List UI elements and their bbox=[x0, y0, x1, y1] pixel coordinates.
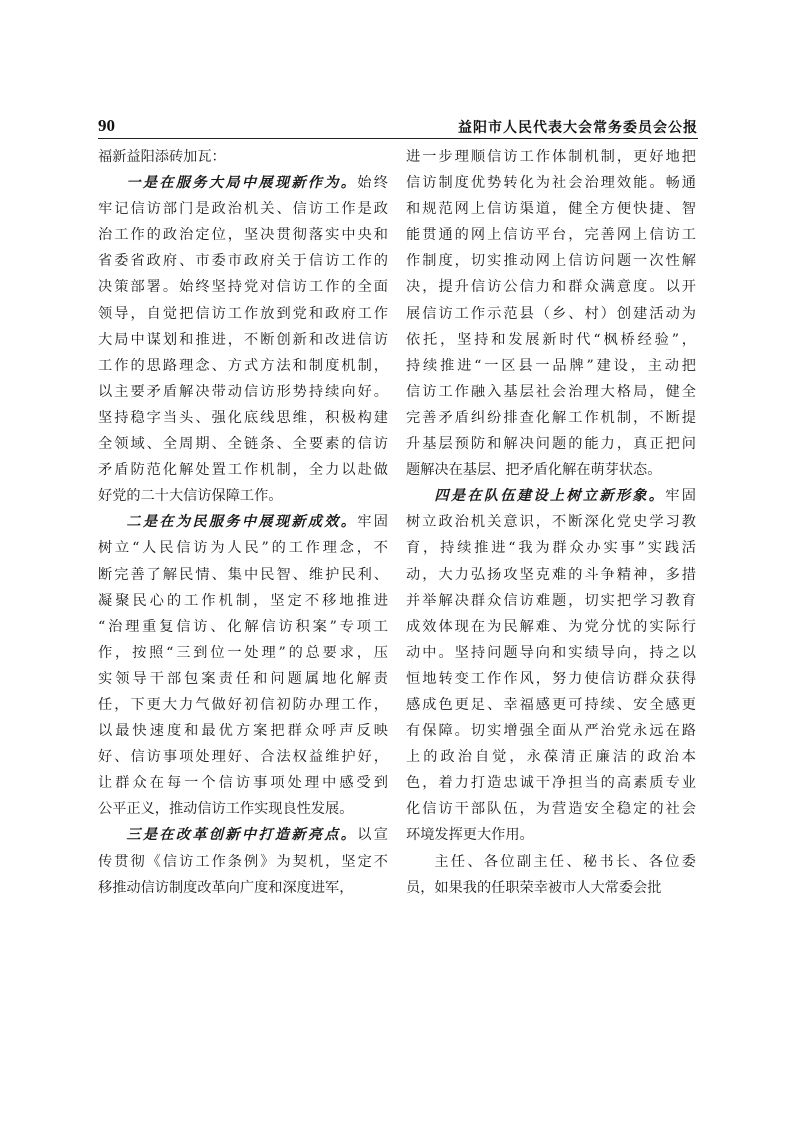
line-text: 实领导干部包案责任和问题属地化解责 bbox=[98, 670, 388, 687]
text-line bbox=[98, 274, 388, 300]
text-line bbox=[98, 379, 388, 405]
line-text: 以主要矛盾解决带动信访形势持续向好。 bbox=[98, 383, 388, 400]
line-text: 动，大力弘扬攻坚克难的斗争精神，多措 bbox=[406, 566, 696, 583]
text-line bbox=[406, 196, 696, 222]
text-line bbox=[98, 457, 388, 483]
paragraph-lead: 四是在队伍建设上树立新形象。 bbox=[434, 488, 666, 505]
text-line bbox=[406, 405, 696, 431]
line-text: 全领域、全周期、全链条、全要素的信访 bbox=[98, 436, 388, 453]
line-text: 完善矛盾纠纷排查化解工作机制，不断提 bbox=[406, 409, 696, 426]
text-line bbox=[406, 796, 696, 822]
line-text: 主任、各位副主任、秘书长、各位委 bbox=[434, 853, 696, 870]
line-text: 展信访工作示范县（乡、村）创建活动为 bbox=[406, 305, 696, 322]
text-line bbox=[98, 144, 388, 170]
text-line bbox=[98, 196, 388, 222]
text-line bbox=[98, 796, 388, 822]
text-line bbox=[98, 614, 388, 640]
text-line bbox=[98, 588, 388, 614]
text-line bbox=[98, 327, 388, 353]
line-text: 牢固 bbox=[665, 488, 696, 505]
line-text: 上的政治自觉，永葆清正廉洁的政治本 bbox=[406, 749, 696, 766]
paragraph-lead: 三是在改革创新中打造新亮点。 bbox=[126, 827, 358, 844]
text-line bbox=[406, 483, 696, 509]
line-text: 育，持续推进“我为群众办实事”实践活 bbox=[406, 540, 696, 557]
line-text: 坚持稳字当头、强化底线思维，积极构建 bbox=[98, 409, 388, 426]
text-line bbox=[98, 431, 388, 457]
line-text: 动中。坚持问题导向和实绩导向，持之以 bbox=[406, 644, 696, 661]
line-text: 任，下更大力气做好初信初防办理工作， bbox=[98, 696, 388, 713]
text-line bbox=[406, 222, 696, 248]
line-text: 福新益阳添砖加瓦： bbox=[98, 149, 226, 165]
paragraph bbox=[98, 144, 388, 170]
paragraph-lead: 二是在为民服务中展现新成效。 bbox=[126, 514, 358, 531]
text-line bbox=[98, 875, 388, 901]
text-line bbox=[406, 535, 696, 561]
line-text: 作制度，切实推动网上信访问题一次性解 bbox=[406, 253, 696, 270]
text-line bbox=[98, 535, 388, 561]
text-line bbox=[98, 483, 388, 509]
line-text: 工作的思路理念、方式方法和制度机制， bbox=[98, 357, 388, 374]
text-line bbox=[98, 822, 388, 848]
paragraph bbox=[98, 822, 388, 900]
journal-title: 益阳市人民代表大会常务委员会公报 bbox=[458, 120, 698, 136]
line-text: 恒地转变工作作风，努力使信访群众获得 bbox=[406, 670, 696, 687]
line-text: 信访工作融入基层社会治理大格局，健全 bbox=[406, 383, 696, 400]
text-line bbox=[98, 744, 388, 770]
paragraph bbox=[406, 849, 696, 901]
text-line bbox=[98, 666, 388, 692]
text-line bbox=[98, 692, 388, 718]
line-text: 好、信访事项处理好、合法权益维护好， bbox=[98, 749, 388, 766]
text-line bbox=[406, 301, 696, 327]
line-text: 有保障。切实增强全面从严治党永远在路 bbox=[406, 723, 696, 740]
line-text: 决策部署。始终坚持党对信访工作的全面 bbox=[98, 279, 388, 296]
line-text: 和规范网上信访渠道，健全方便快捷、智 bbox=[406, 201, 696, 218]
text-line bbox=[406, 562, 696, 588]
text-line bbox=[406, 875, 696, 901]
line-text: 进一步理顺信访工作体制机制，更好地把 bbox=[406, 149, 696, 165]
text-line bbox=[98, 353, 388, 379]
text-line bbox=[406, 248, 696, 274]
line-text: 以宣 bbox=[357, 827, 388, 844]
line-text: 感成色更足、幸福感更可持续、安全感更 bbox=[406, 696, 696, 713]
text-line bbox=[406, 170, 696, 196]
text-line bbox=[406, 327, 696, 353]
page-number: 90 bbox=[98, 116, 115, 135]
text-line bbox=[98, 301, 388, 327]
text-line bbox=[406, 666, 696, 692]
text-line bbox=[98, 248, 388, 274]
text-line bbox=[406, 822, 696, 848]
text-line bbox=[98, 849, 388, 875]
text-line bbox=[98, 509, 388, 535]
text-line bbox=[406, 770, 696, 796]
text-line bbox=[98, 770, 388, 796]
line-text: 化信访干部队伍，为营造安全稳定的社会 bbox=[406, 801, 696, 818]
paragraph bbox=[406, 483, 696, 848]
line-text: 升基层预防和解决问题的能力，真正把问 bbox=[406, 436, 696, 453]
text-line bbox=[406, 144, 696, 170]
text-line bbox=[98, 640, 388, 666]
text-line bbox=[406, 457, 696, 483]
line-text: 并举解决群众信访难题，切实把学习教育 bbox=[406, 592, 696, 609]
text-line bbox=[406, 353, 696, 379]
line-text: 作，按照“三到位一处理”的总要求，压 bbox=[98, 644, 388, 661]
line-text: 能贯通的网上信访平台，完善网上信访工 bbox=[406, 227, 696, 244]
text-line bbox=[406, 640, 696, 666]
line-text: 领导，自觉把信访工作放到党和政府工作 bbox=[98, 305, 388, 322]
line-text: 树立“人民信访为人民”的工作理念，不 bbox=[98, 540, 388, 557]
text-line bbox=[98, 222, 388, 248]
paragraph bbox=[98, 509, 388, 822]
text-line bbox=[406, 744, 696, 770]
text-line bbox=[98, 170, 388, 196]
right-text-column bbox=[406, 144, 696, 901]
left-text-column bbox=[98, 144, 388, 901]
line-text: 成效体现在为民解难、为党分忧的实际行 bbox=[406, 618, 696, 635]
text-line bbox=[98, 718, 388, 744]
text-line bbox=[98, 405, 388, 431]
line-text: 持续推进“一区县一品牌”建设，主动把 bbox=[406, 357, 696, 374]
text-line bbox=[406, 509, 696, 535]
paragraph bbox=[98, 170, 388, 509]
line-text: 题解决在基层、把矛盾化解在萌芽状态。 bbox=[406, 462, 662, 479]
line-text: 让群众在每一个信访事项处理中感受到 bbox=[98, 775, 388, 792]
text-line bbox=[406, 718, 696, 744]
line-text: 依托，坚持和发展新时代“枫桥经验”， bbox=[406, 331, 696, 348]
line-text: 环境发挥更大作用。 bbox=[406, 827, 534, 844]
text-line bbox=[406, 274, 696, 300]
line-text: 断完善了解民情、集中民智、维护民利、 bbox=[98, 566, 388, 583]
line-text: 树立政治机关意识，不断深化党史学习教 bbox=[406, 514, 696, 531]
line-text: 大局中谋划和推进，不断创新和改进信访 bbox=[98, 331, 388, 348]
line-text: 省委省政府、市委市政府关于信访工作的 bbox=[98, 253, 388, 270]
line-text: 好党的二十大信访保障工作。 bbox=[98, 488, 283, 505]
paragraph-lead: 一是在服务大局中展现新作为。 bbox=[126, 175, 358, 192]
text-line bbox=[406, 614, 696, 640]
line-text: 决，提升信访公信力和群众满意度。以开 bbox=[406, 279, 696, 296]
paragraph bbox=[406, 144, 696, 483]
line-text: 信访制度优势转化为社会治理效能。畅通 bbox=[406, 175, 696, 192]
text-line bbox=[406, 692, 696, 718]
text-line bbox=[406, 849, 696, 875]
line-text: 以最快速度和最优方案把群众呼声反映 bbox=[98, 723, 388, 740]
line-text: 公平正义，推动信访工作实现良性发展。 bbox=[98, 801, 354, 818]
line-text: 治工作的政治定位，坚决贯彻落实中央和 bbox=[98, 227, 388, 244]
line-text: 始终 bbox=[357, 175, 388, 192]
line-text: 凝聚民心的工作机制，坚定不移地推进 bbox=[98, 592, 388, 609]
text-line bbox=[406, 379, 696, 405]
line-text: 牢固 bbox=[357, 514, 388, 531]
line-text: 员，如果我的任职荣幸被市人大常委会批 bbox=[406, 879, 662, 896]
line-text: 传贯彻《信访工作条例》为契机，坚定不 bbox=[98, 853, 388, 870]
line-text: “治理重复信访、化解信访积案”专项工 bbox=[98, 618, 388, 635]
page-header bbox=[98, 114, 698, 139]
text-line bbox=[406, 588, 696, 614]
text-line bbox=[406, 431, 696, 457]
line-text: 矛盾防范化解处置工作机制，全力以赴做 bbox=[98, 462, 388, 479]
text-line bbox=[98, 562, 388, 588]
line-text: 移推动信访制度改革向广度和深度进军， bbox=[98, 879, 354, 896]
line-text: 牢记信访部门是政治机关、信访工作是政 bbox=[98, 201, 388, 218]
line-text: 色，着力打造忠诚干净担当的高素质专业 bbox=[406, 775, 696, 792]
